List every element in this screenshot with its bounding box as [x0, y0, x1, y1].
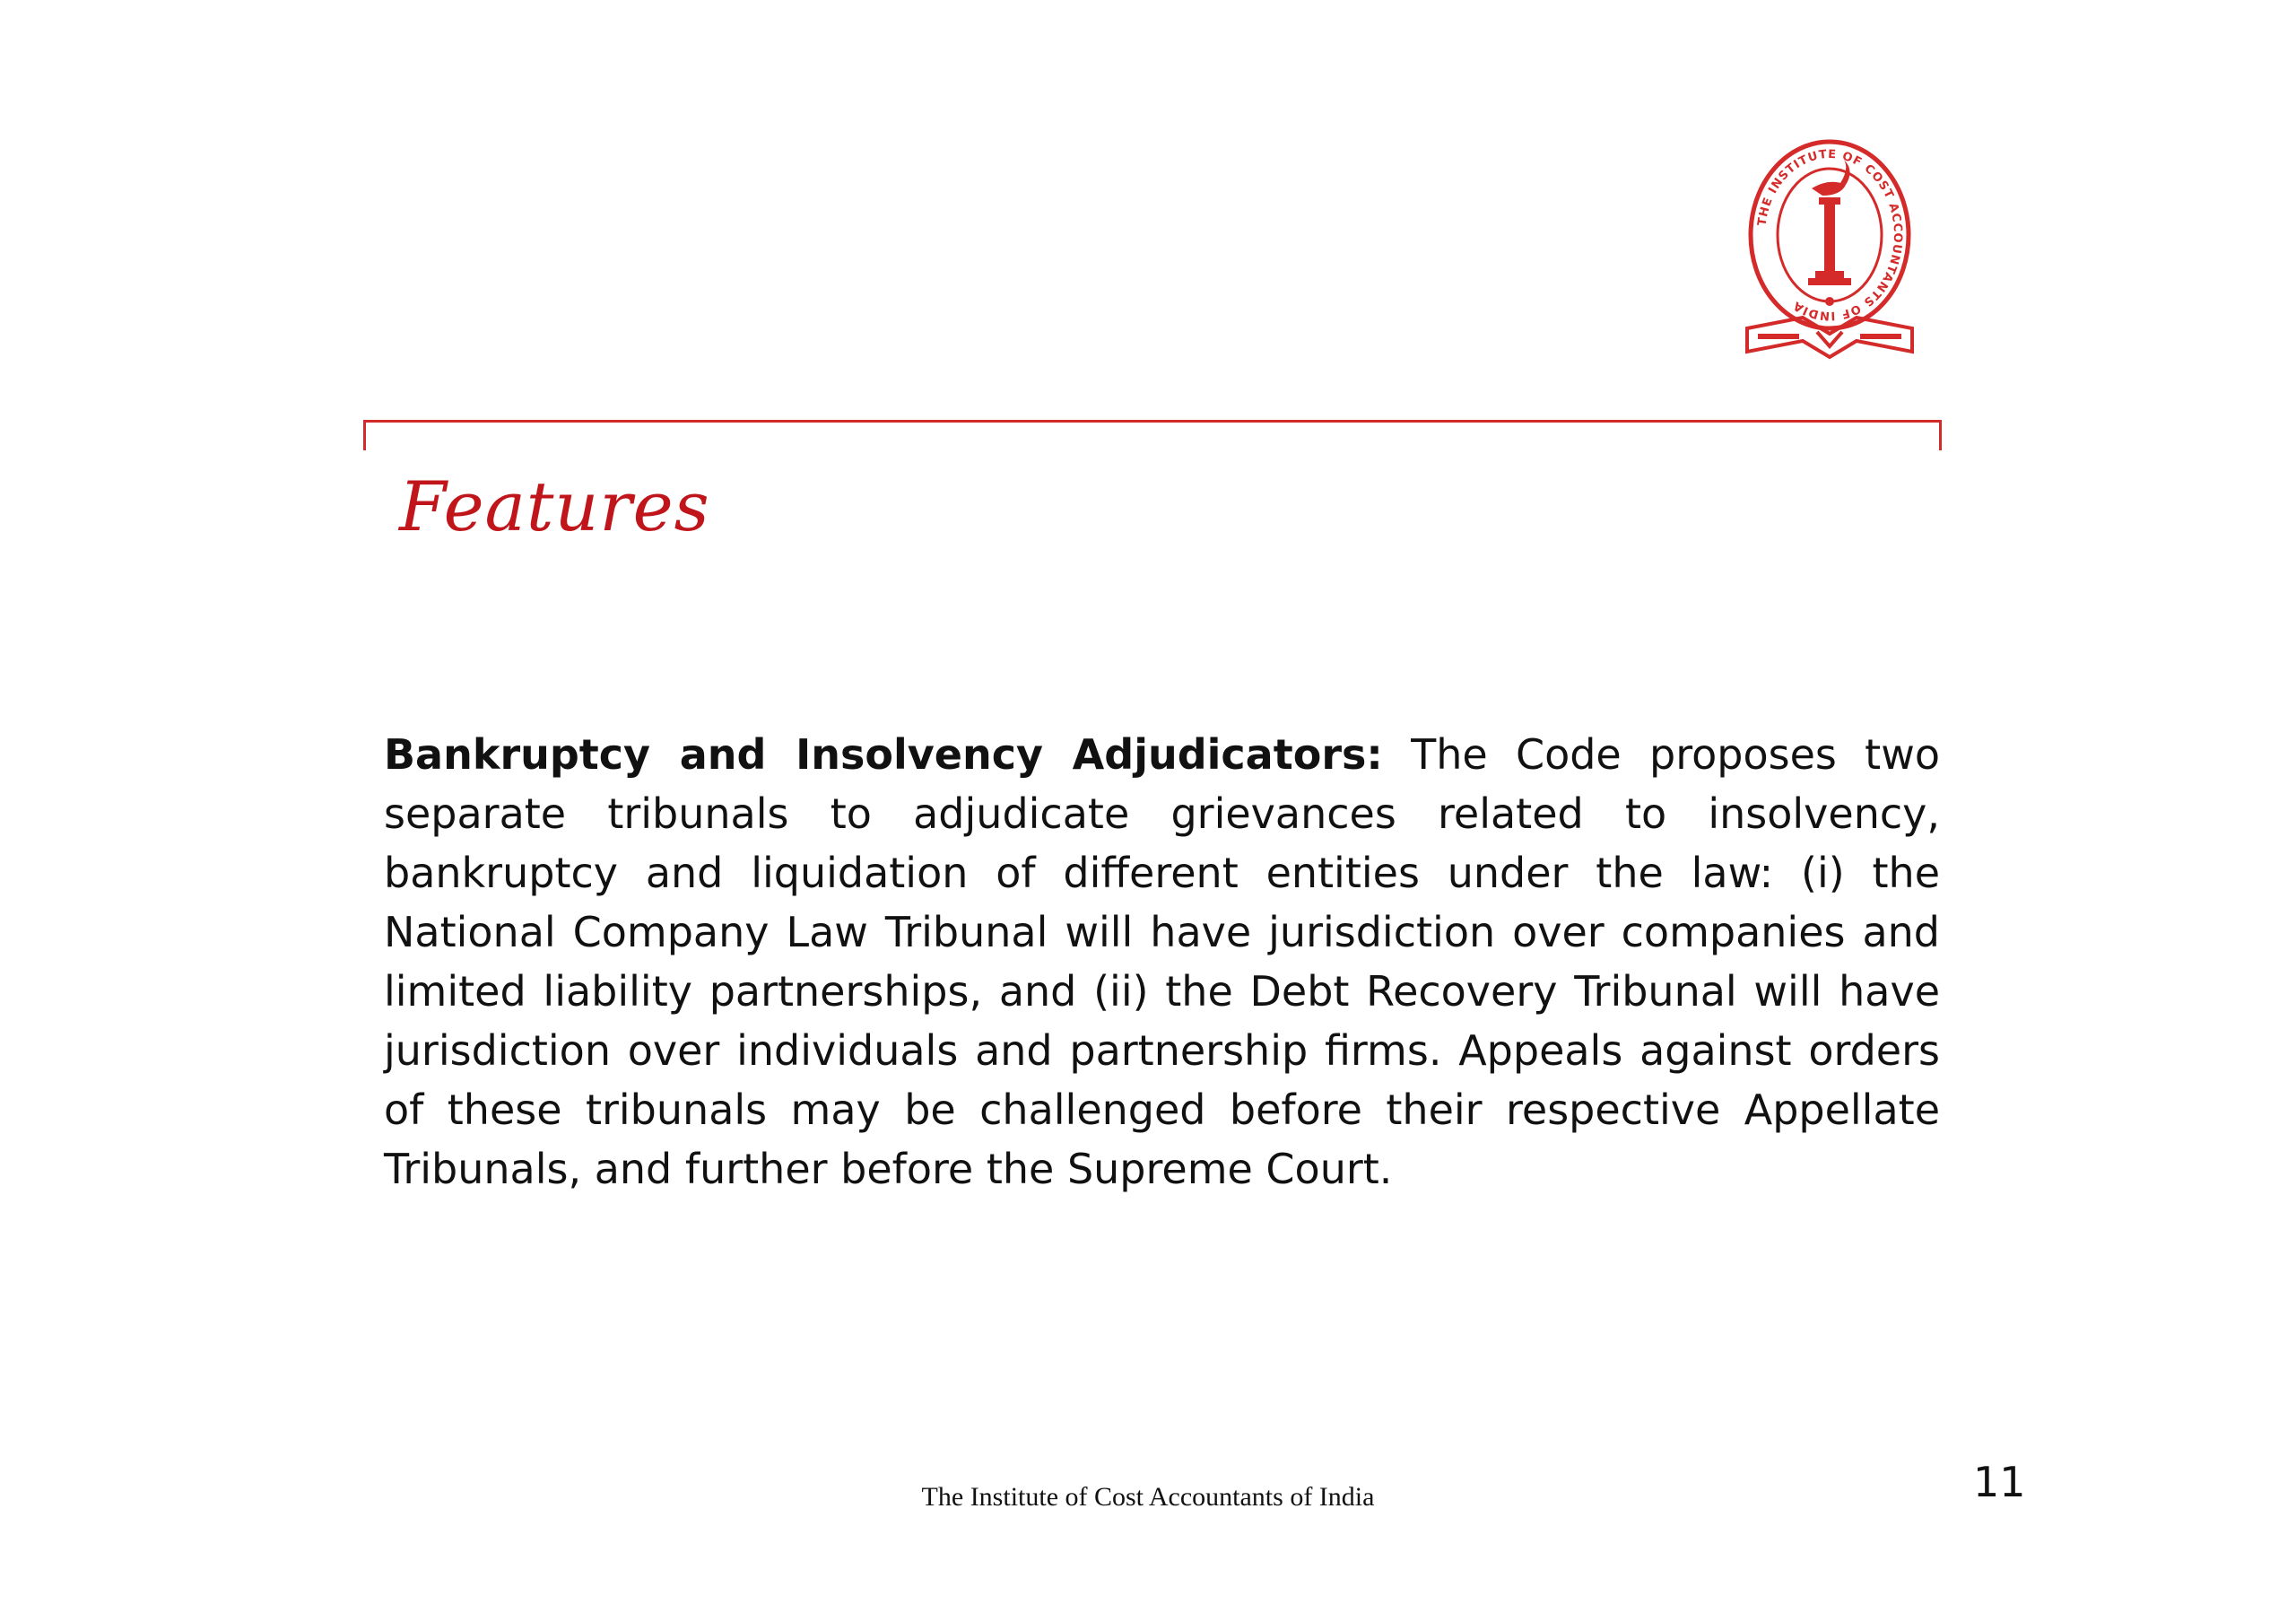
slide-title: Features	[399, 467, 710, 546]
slide-body	[384, 725, 1940, 1199]
page-number: 11	[1973, 1458, 2026, 1506]
body-lead-heading: Bankruptcy and Insolvency Adjudicators:	[384, 730, 1383, 779]
footer-organization: The Institute of Cost Accountants of India	[921, 1482, 1375, 1512]
body-paragraph: The Code proposes two separate tribunals to adjudicate grievances related to insolvency, bankruptcy and liquidation of different entities under the law: (i) the National Company Law Tribunal will have jurisdiction over companies and limited liability partnerships, and (ii) the Debt Recovery Tribunal will have jurisdiction over individuals and partnership firms. Appeals against orders of these tribunals may be challenged before their respective Appellate Tribunals, and further before the Supreme Court.	[384, 730, 1940, 1193]
institute-logo	[1740, 126, 1919, 368]
institute-seal-icon	[1740, 126, 1919, 368]
svg-text:THE INSTITUTE OF COST ACCOUNTA: THE INSTITUTE OF COST ACCOUNTANTS OF INDIA	[1755, 147, 1905, 323]
title-rule	[363, 420, 1942, 450]
